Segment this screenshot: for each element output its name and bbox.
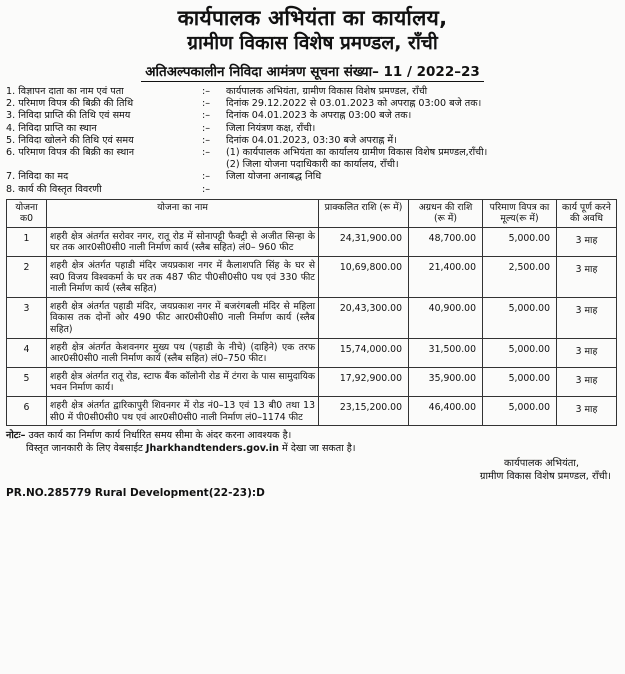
info-row (6, 171, 619, 183)
cell-doc-cost: 5,000.00 (483, 367, 557, 396)
cell-doc-cost: 5,000.00 (483, 396, 557, 425)
cell-no: 2 (7, 257, 47, 298)
table-row (7, 367, 617, 396)
cell-period: 3 माह (557, 367, 617, 396)
signature-block (6, 457, 619, 483)
info-row (6, 110, 619, 122)
col-header-doc-cost: परिमाण विपत्र का मूल्य(रू में) (483, 199, 557, 227)
info-value: दिनांक 04.01.2023, 03:30 बजे अपराह्न में। (226, 134, 397, 146)
info-label: 5. निविदा खोलने की तिथि एवं समय (6, 134, 134, 146)
table-row (7, 297, 617, 338)
cell-name: शहरी क्षेत्र अंतर्गत द्वारिकापुरी शिवनगर में रोड नं0–13 एवं 13 बी0 तथा 13 सी0 में पी0सी0सी0 पथ एवं आर0सी0सी0 नाली निर्माण लं0–1174 फीट (47, 396, 319, 425)
info-separator: :– (202, 147, 211, 159)
info-separator: :– (202, 183, 211, 195)
notice-title: अतिअल्पकालीन निविदा आमंत्रण सूचना संख्या– 11 / 2022–23 (141, 62, 484, 82)
cell-doc-cost: 5,000.00 (483, 227, 557, 256)
cell-no: 1 (7, 227, 47, 256)
cell-deposit: 46,400.00 (409, 396, 483, 425)
signature-line-2: ग्रामीण विकास विशेष प्रमण्डल, राँची। (479, 471, 611, 483)
info-value: जिला योजना अनाबद्ध निधि (226, 171, 322, 183)
info-label: 7. निविदा का मद (6, 171, 69, 183)
cell-no: 4 (7, 338, 47, 367)
table-body (7, 227, 617, 425)
cell-name: शहरी क्षेत्र अंतर्गत पहाडी मंदिर जयप्रकाश नगर में कैलाशपति सिंह के घर से स्व0 विजय विश्वकर्मा के घर तक 487 फीट पी0सी0सी0 पथ एवं 330 फीट नाली निर्माण कार्य (स्लैब सहित) (47, 257, 319, 298)
info-label: 4. निविदा प्राप्ति का स्थान (6, 122, 97, 134)
col-header-no: योजना क0 (7, 199, 47, 227)
notice-title-wrap (6, 61, 619, 82)
cell-no: 6 (7, 396, 47, 425)
info-value: दिनांक 04.01.2023 के अपराह्न 03:00 बजे तक। (226, 110, 412, 122)
note-text: उक्त कार्य का निर्माण कार्य निर्धारित समय सीमा के अंदर करना आवश्यक है। (25, 430, 292, 442)
info-row (6, 123, 619, 135)
cell-deposit: 35,900.00 (409, 367, 483, 396)
info-row (6, 159, 619, 171)
website-line (6, 443, 619, 456)
website-link[interactable]: Jharkhandtenders.gov.in (145, 442, 279, 454)
info-row (6, 86, 619, 98)
cell-period: 3 माह (557, 227, 617, 256)
website-prefix: विस्तृत जानकारी के लिए वेबसाईट (26, 442, 146, 454)
col-header-period: कार्य पूर्ण करने की अवधि (557, 199, 617, 227)
info-separator: :– (202, 98, 211, 110)
info-row (6, 135, 619, 147)
cell-doc-cost: 2,500.00 (483, 257, 557, 298)
info-separator: :– (202, 110, 211, 122)
cell-name: शहरी क्षेत्र अंतर्गत पहाडी मंदिर, जयप्रकाश नगर में बजरंगबली मंदिर से महिला विकास तक दोनों ओर 490 फीट आर0सी0सी0 नाली निर्माण कार्य (स्लैब सहित) (47, 297, 319, 338)
col-header-estimate: प्राक्कलित राशि (रू में) (319, 199, 409, 227)
table-row (7, 257, 617, 298)
note-label: नोटः– (6, 430, 26, 442)
col-header-deposit: अग्रधन की राशि (रू में) (409, 199, 483, 227)
cell-estimate: 24,31,900.00 (319, 227, 409, 256)
cell-deposit: 40,900.00 (409, 297, 483, 338)
cell-doc-cost: 5,000.00 (483, 297, 557, 338)
cell-deposit: 21,400.00 (409, 257, 483, 298)
info-row (6, 98, 619, 110)
cell-no: 5 (7, 367, 47, 396)
cell-period: 3 माह (557, 297, 617, 338)
cell-estimate: 17,92,900.00 (319, 367, 409, 396)
info-separator (202, 159, 226, 171)
website-suffix: में देखा जा सकता है। (278, 442, 356, 454)
cell-period: 3 माह (557, 257, 617, 298)
info-row (6, 184, 619, 196)
pr-number: PR.NO.285779 Rural Development(22-23):D (6, 487, 265, 500)
info-value: (2) जिला योजना पदाधिकारी का कार्यालय, राँची। (226, 159, 399, 171)
table-row (7, 227, 617, 256)
info-value: (1) कार्यपालक अभियंता का कार्यालय ग्रामीण विकास विशेष प्रमण्डल,राँची। (226, 147, 488, 159)
cell-name: शहरी क्षेत्र अंतर्गत केशवनगर मुख्य पथ (पहाडी के नीचे) (दाहिने) एक तरफ आर0सी0सी0 नाली निर्माण कार्य (स्लैब सहित) लं0–750 फीट। (47, 338, 319, 367)
info-separator: :– (202, 122, 211, 134)
info-row (6, 147, 619, 159)
table-row (7, 396, 617, 425)
footer (6, 430, 619, 455)
cell-estimate: 10,69,800.00 (319, 257, 409, 298)
cell-name: शहरी क्षेत्र अंतर्गत सरोवर नगर, रातू रोड में सोनापट्टी फैक्ट्री से अजीत सिन्हा के घर तक आर0सी0सी0 नाली निर्माण कार्य (स्लैब सहित) लं0– 960 फीट (47, 227, 319, 256)
info-label: 2. परिमाण विपत्र की बिक्री की तिथि (6, 98, 134, 110)
info-label: 1. विज्ञापन दाता का नाम एवं पता (6, 86, 124, 97)
works-table (6, 199, 617, 426)
info-label: 6. परिमाण विपत्र की बिक्री का स्थान (6, 147, 135, 159)
info-label (6, 159, 202, 171)
cell-no: 3 (7, 297, 47, 338)
cell-estimate: 23,15,200.00 (319, 396, 409, 425)
table-row (7, 338, 617, 367)
info-separator: :– (202, 134, 211, 146)
info-value: जिला नियंत्रण कक्ष, राँची। (226, 122, 316, 134)
division-heading: ग्रामीण विकास विशेष प्रमण्डल, राँची (187, 32, 438, 54)
info-label: 8. कार्य की विस्तृत विवरणी (6, 183, 102, 195)
cell-name: शहरी क्षेत्र अंतर्गत रातू रोड, स्टाफ बैंक कॉलोनी रोड में टंगरा के पास सामुदायिक भवन निर्माण कार्य। (47, 367, 319, 396)
office-heading: कार्यपालक अभियंता का कार्यालय, (177, 6, 448, 30)
cell-doc-cost: 5,000.00 (483, 338, 557, 367)
cell-estimate: 15,74,000.00 (319, 338, 409, 367)
col-header-name: योजना का नाम (47, 199, 319, 227)
info-label: 3. निविदा प्राप्ति की तिथि एवं समय (6, 110, 131, 122)
signature-line-1: कार्यपालक अभियंता, (504, 458, 579, 470)
info-value: कार्यपालक अभियंता, ग्रामीण विकास विशेष प्रमण्डल, राँची (226, 86, 428, 97)
info-value: दिनांक 29.12.2022 से 03.01.2023 को अपराह्न 03:00 बजे तक। (226, 98, 482, 110)
note-line (6, 430, 619, 443)
cell-deposit: 48,700.00 (409, 227, 483, 256)
info-separator: :– (202, 86, 211, 97)
info-list (6, 86, 619, 196)
cell-deposit: 31,500.00 (409, 338, 483, 367)
cell-period: 3 माह (557, 396, 617, 425)
cell-period: 3 माह (557, 338, 617, 367)
cell-estimate: 20,43,300.00 (319, 297, 409, 338)
info-separator: :– (202, 171, 211, 183)
info-value (226, 184, 619, 196)
table-header-row (7, 199, 617, 227)
